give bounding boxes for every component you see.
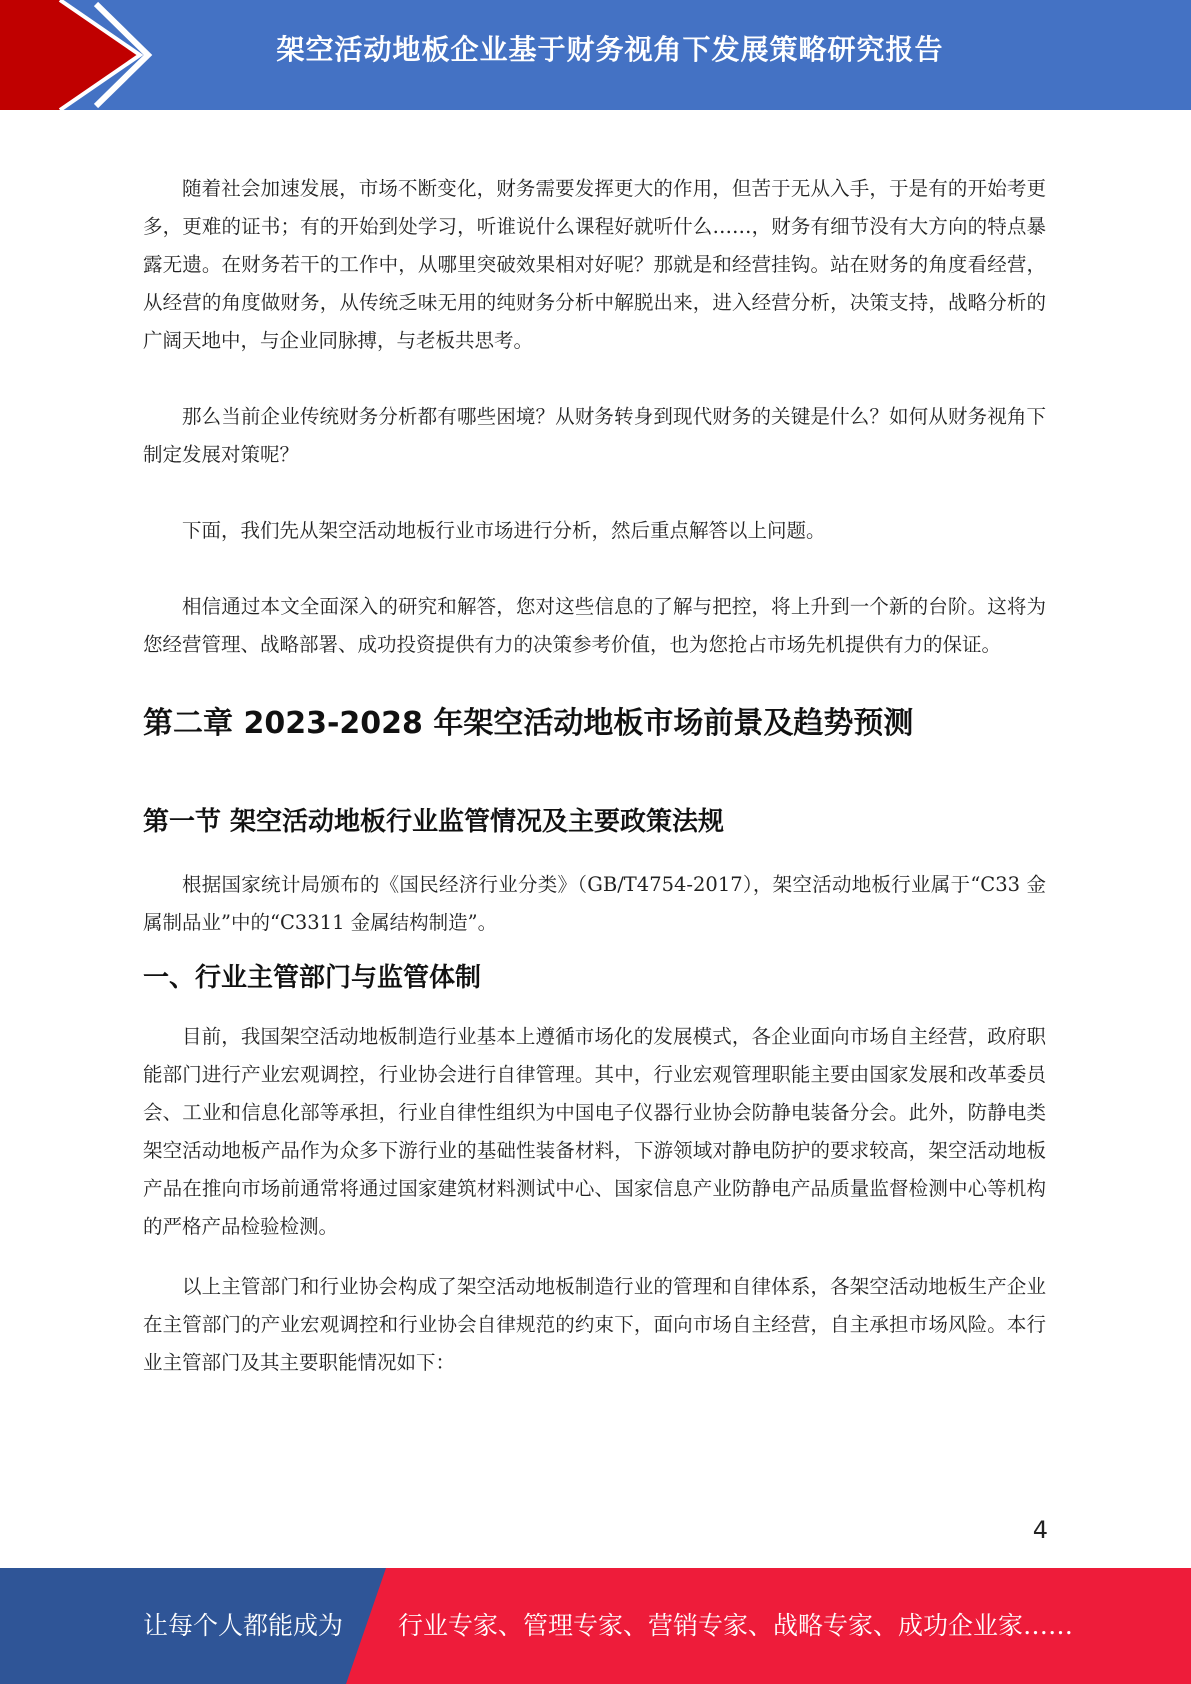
intro-paragraph-3: 下面，我们先从架空活动地板行业市场进行分析，然后重点解答以上问题。 xyxy=(182,519,826,542)
document-body xyxy=(143,170,1046,1382)
page-header xyxy=(0,0,1191,110)
subsection-paragraph-2: 以上主管部门和行业协会构成了架空活动地板制造行业的管理和自律体系，各架空活动地板生产企业在主管部门的产业宏观调控和行业协会自律规范的约束下，面向市场自主经营，自主承担市场风险。本行业主管部门及其主要职能情况如下： xyxy=(143,1275,1046,1374)
footer-slogan-right: 行业专家、管理专家、营销专家、战略专家、成功企业家…… xyxy=(398,1611,1074,1640)
intro-paragraph-2: 那么当前企业传统财务分析都有哪些困境？从财务转身到现代财务的关键是什么？如何从财务视角下制定发展对策呢？ xyxy=(143,405,1046,466)
chapter-title: 第二章 2023-2028 年架空活动地板市场前景及趋势预测 xyxy=(143,706,914,741)
report-title: 架空活动地板企业基于财务视角下发展策略研究报告 xyxy=(276,33,944,66)
intro-paragraph-1: 随着社会加速发展，市场不断变化，财务需要发挥更大的作用，但苦于无从入手，于是有的开始考更多，更难的证书；有的开始到处学习，听谁说什么课程好就听什么……，财务有细节没有大方向的特点暴露无遗。在财务若干的工作中，从哪里突破效果相对好呢？那就是和经营挂钩。站在财务的角度看经营，从经营的角度做财务，从传统乏味无用的纯财务分析中解脱出来，进入经营分析，决策支持，战略分析的广阔天地中，与企业同脉搏，与老板共思考。 xyxy=(143,177,1046,352)
page-number: 4 xyxy=(1032,1516,1048,1544)
footer-slogan-left: 让每个人都能成为 xyxy=(143,1611,344,1640)
page-footer xyxy=(0,1568,1191,1684)
section-paragraph: 根据国家统计局颁布的《国民经济行业分类》（GB/T4754-2017），架空活动地板行业属于“C33 金属制品业”中的“C3311 金属结构制造”。 xyxy=(143,873,1046,934)
intro-paragraph-4: 相信通过本文全面深入的研究和解答，您对这些信息的了解与把控，将上升到一个新的台阶。这将为您经营管理、战略部署、成功投资提供有力的决策参考价值，也为您抢占市场先机提供有力的保证。 xyxy=(143,595,1046,656)
section-title: 第一节 架空活动地板行业监管情况及主要政策法规 xyxy=(143,807,725,837)
subsection-paragraph-1: 目前，我国架空活动地板制造行业基本上遵循市场化的发展模式，各企业面向市场自主经营，政府职能部门进行产业宏观调控，行业协会进行自律管理。其中，行业宏观管理职能主要由国家发展和改革委员会、工业和信息化部等承担，行业自律性组织为中国电子仪器行业协会防静电装备分会。此外，防静电类架空活动地板产品作为众多下游行业的基础性装备材料，下游领域对静电防护的要求较高，架空活动地板产品在推向市场前通常将通过国家建筑材料测试中心、国家信息产业防静电产品质量监督检测中心等机构的严格产品检验检测。 xyxy=(143,1025,1046,1238)
subsection-title: 一、行业主管部门与监管体制 xyxy=(143,963,482,993)
